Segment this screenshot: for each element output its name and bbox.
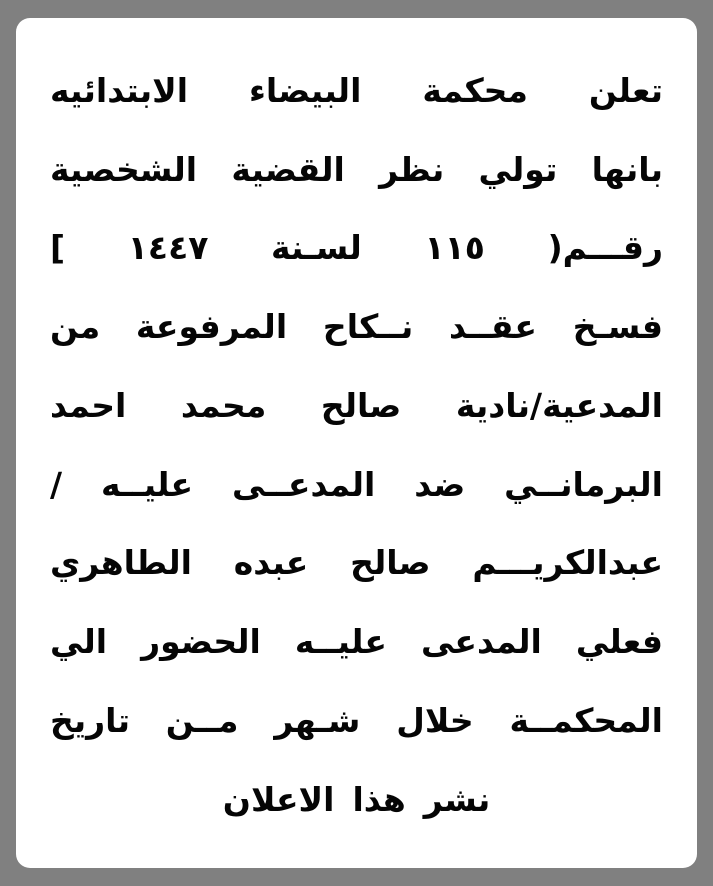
word: هذا [352,779,406,819]
word: مــن [165,700,239,740]
text-line-3 [50,219,663,278]
text-line-10 [50,771,663,830]
word: / [50,464,63,504]
word: الشخصية [50,149,198,189]
word: تولي [478,149,558,189]
text-line-9 [50,692,663,751]
word: عليــه [101,464,194,504]
word: فعلي [575,622,663,662]
text-line-1 [50,62,663,121]
word: صالح [350,543,431,583]
word: الطاهري [50,543,192,583]
word: المدعــى [231,464,376,504]
word: الي [50,622,108,662]
word: صالح [320,385,402,425]
word: بانها [591,149,663,189]
word: البرمانــي [504,464,663,504]
word: نشر [423,779,491,819]
word: نظر [379,149,445,189]
word: الاعلان [222,779,335,819]
word: محمد [180,385,267,425]
word: المرفوعة [135,307,288,347]
text-line-4 [50,298,663,357]
word: المحكمــة [509,700,663,740]
text-line-2 [50,141,663,200]
word: الابتدائيه [50,71,189,110]
word: فسـخ [572,307,663,347]
word: تاريخ [50,700,130,740]
word: المدعى [421,622,542,662]
word: عبده [233,543,309,583]
text-line-8 [50,613,663,672]
word: الحضور [141,622,261,662]
text-line-7 [50,534,663,593]
case-year-value: ١٤٤٧ [127,228,209,268]
word: عقــد [449,307,537,347]
announcement-text [50,62,663,849]
word: من [50,307,101,347]
word: تعلن [588,71,663,110]
text-line-6 [50,456,663,515]
word: القضية [231,149,345,189]
word: ضد [414,464,466,504]
word: خلال [396,700,474,740]
word: محكمة [422,71,528,110]
word: احمد [50,385,127,425]
case-number-value: ١١٥ [424,228,485,268]
word: ] [50,228,66,268]
word: شـهر [274,700,361,740]
word: لسـنة [271,228,362,268]
word: عليــه [294,622,387,662]
word: نــكاح [322,307,414,347]
defendant-name: عبدالكريـــم [472,543,663,583]
plaintiff-name: المدعية/نادية [455,385,663,425]
text-line-5 [50,377,663,436]
announcement-card [16,18,697,868]
case-number-label: رقـــم( [547,228,663,268]
word: البيضاء [248,71,362,110]
